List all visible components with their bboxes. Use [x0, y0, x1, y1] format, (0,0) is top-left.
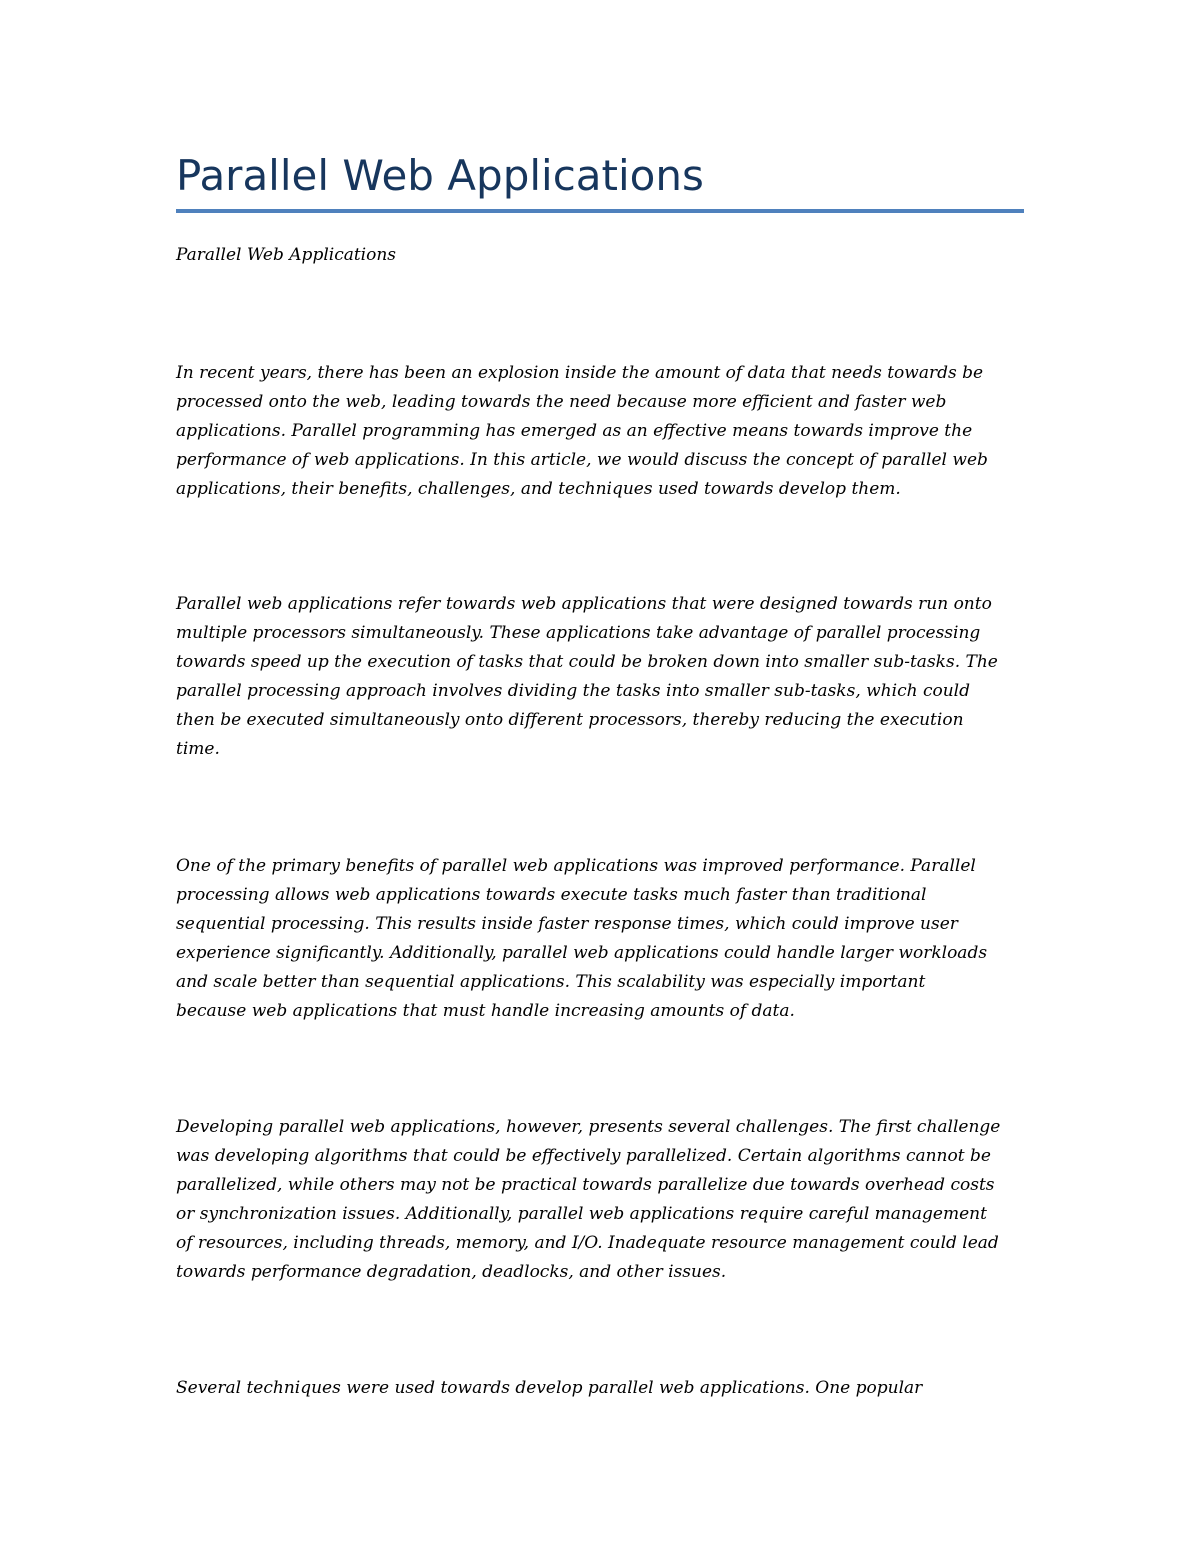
text-line: time.	[176, 739, 220, 759]
text-line: Parallel web applications refer towards web applications that were designed towards run onto	[176, 594, 992, 614]
text-line: and scale better than sequential applications. This scalability was especially important	[176, 972, 926, 992]
text-line: Several techniques were used towards develop parallel web applications. One popular	[176, 1378, 923, 1398]
text-line: parallel processing approach involves dividing the tasks into smaller sub-tasks, which could	[176, 681, 970, 701]
text-line: Developing parallel web applications, however, presents several challenges. The first challenge	[176, 1117, 1001, 1137]
paragraph-challenges	[176, 1113, 1026, 1287]
text-line: parallelized, while others may not be practical towards parallelize due towards overhead costs	[176, 1175, 995, 1195]
text-line: In recent years, there has been an explosion inside the amount of data that needs towards be	[176, 363, 984, 383]
text-line: sequential processing. This results inside faster response times, which could improve user	[176, 914, 958, 934]
paragraph-definition	[176, 590, 1026, 764]
text-line: then be executed simultaneously onto different processors, thereby reducing the execution	[176, 710, 964, 730]
text-line: of resources, including threads, memory, and I/O. Inadequate resource management could lead	[176, 1233, 999, 1253]
text-line: One of the primary benefits of parallel web applications was improved performance. Parallel	[176, 856, 976, 876]
text-line: applications, their benefits, challenges, and techniques used towards develop them.	[176, 479, 901, 499]
text-line: was developing algorithms that could be effectively parallelized. Certain algorithms cannot be	[176, 1146, 991, 1166]
text-line: processed onto the web, leading towards the need because more efficient and faster web	[176, 392, 947, 412]
text-line: experience significantly. Additionally, parallel web applications could handle larger workloads	[176, 943, 988, 963]
title-underline-rule	[176, 209, 1024, 213]
paragraph-techniques	[176, 1374, 1026, 1403]
text-line: processing allows web applications towards execute tasks much faster than traditional	[176, 885, 927, 905]
text-line: performance of web applications. In this article, we would discuss the concept of parallel web	[176, 450, 988, 470]
text-line: because web applications that must handle increasing amounts of data.	[176, 1001, 795, 1021]
text-line: or synchronization issues. Additionally, parallel web applications require careful management	[176, 1204, 987, 1224]
text-line: applications. Parallel programming has emerged as an effective means towards improve the	[176, 421, 973, 441]
text-line: towards performance degradation, deadlocks, and other issues.	[176, 1262, 727, 1282]
document-subtitle: Parallel Web Applications	[176, 245, 397, 265]
document-title: Parallel Web Applications	[176, 151, 704, 200]
paragraph-intro	[176, 359, 1026, 504]
text-line: multiple processors simultaneously. These applications take advantage of parallel processing	[176, 623, 981, 643]
paragraph-benefits	[176, 852, 1026, 1026]
text-line: towards speed up the execution of tasks that could be broken down into smaller sub-tasks. The	[176, 652, 998, 672]
